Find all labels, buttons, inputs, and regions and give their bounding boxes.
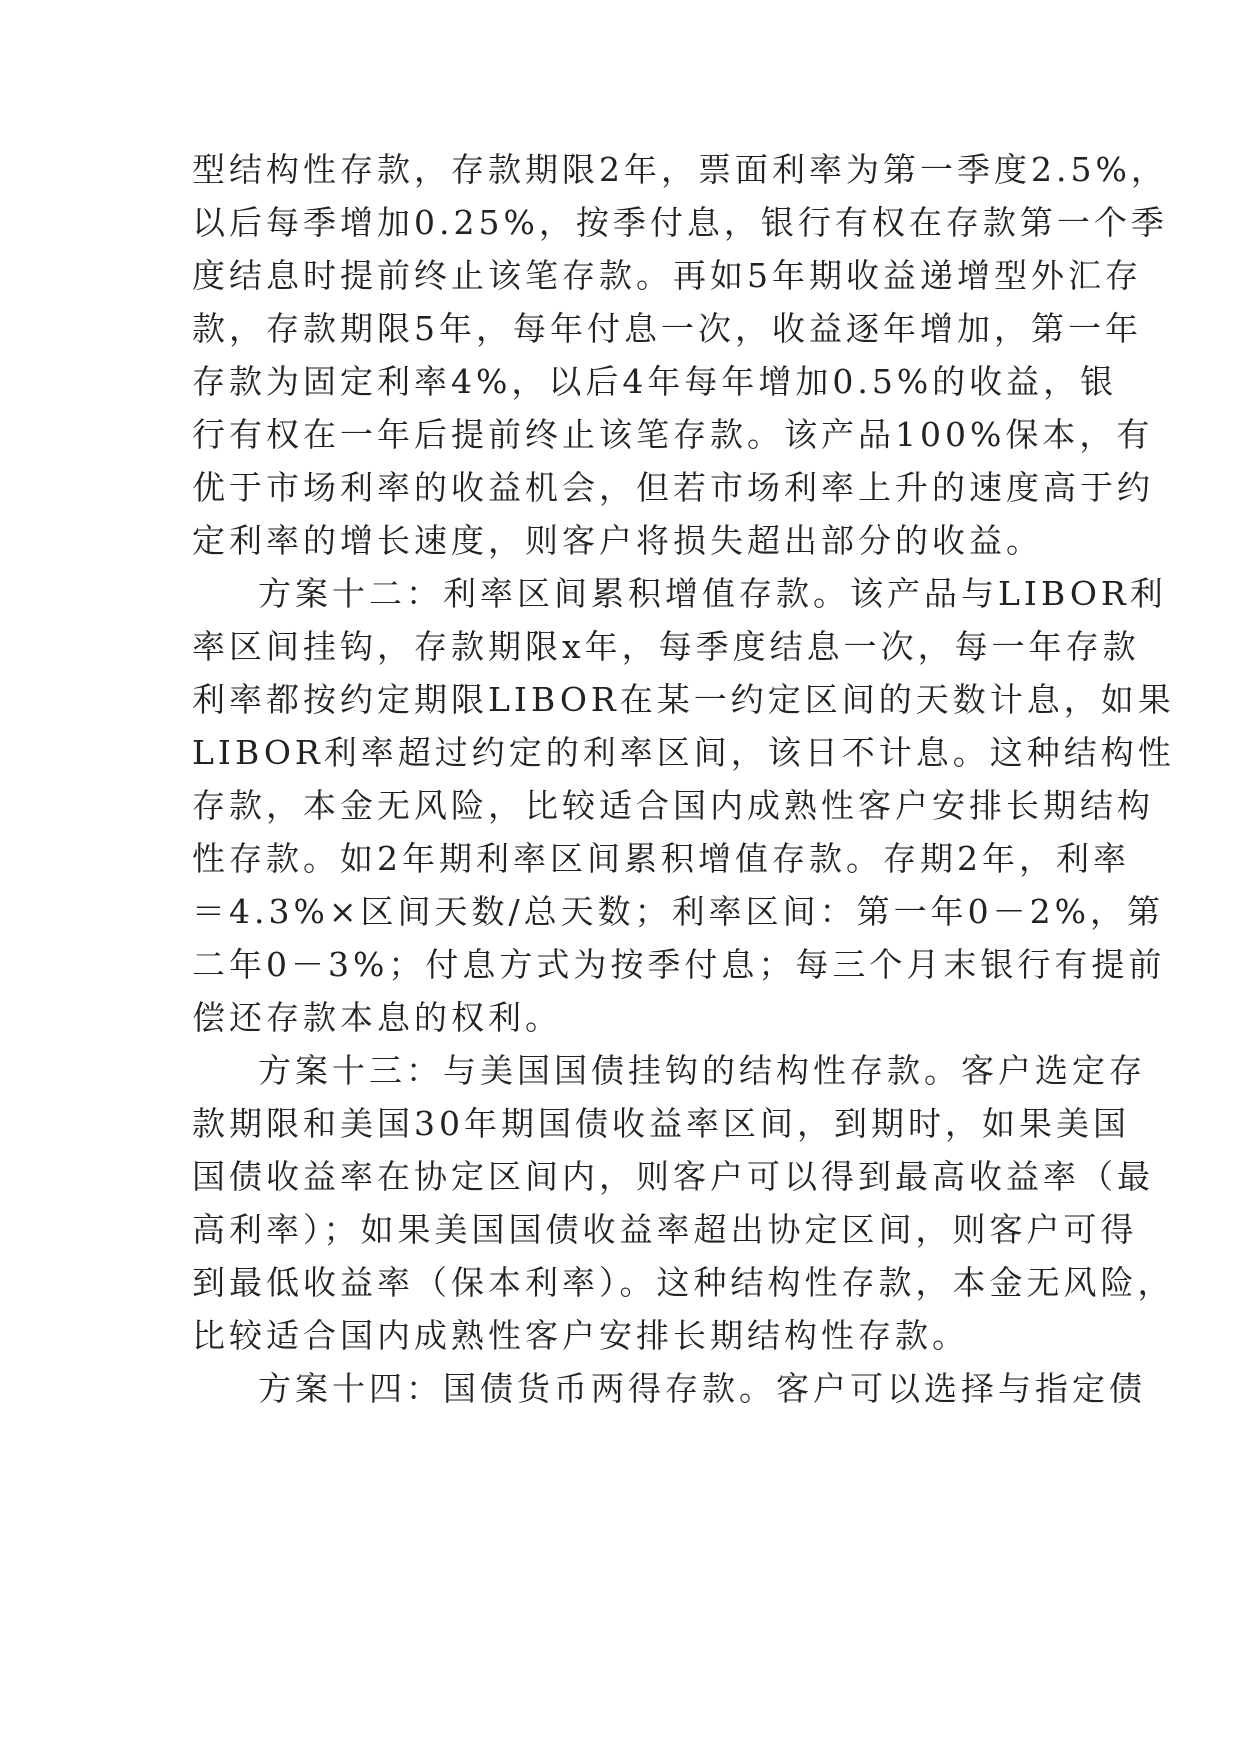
text-line: 存款为固定利率4%，以后4年每年增加0.5%的收益，银 xyxy=(192,362,1118,401)
paragraph-start-line: 方案十三：与美国国债挂钩的结构性存款。客户选定存 xyxy=(258,1051,1146,1090)
text-line: 款，存款期限5年，每年付息一次，收益逐年增加，第一年 xyxy=(192,309,1142,348)
text-line: 以后每季增加0.25%，按季付息，银行有权在存款第一个季 xyxy=(192,203,1168,242)
text-line: 利率都按约定期限LIBOR在某一约定区间的天数计息，如果 xyxy=(192,680,1175,719)
text-line: 度结息时提前终止该笔存款。再如5年期收益递增型外汇存 xyxy=(192,256,1142,295)
text-line: LIBOR利率超过约定的利率区间，该日不计息。这种结构性 xyxy=(192,733,1175,772)
text-line: 定利率的增长速度，则客户将损失超出部分的收益。 xyxy=(192,521,1043,560)
text-line: 型结构性存款，存款期限2年，票面利率为第一季度2.5%， xyxy=(192,150,1168,189)
text-line: 比较适合国内成熟性客户安排长期结构性存款。 xyxy=(192,1316,969,1355)
text-line: 存款，本金无风险，比较适合国内成熟性客户安排长期结构 xyxy=(192,786,1154,825)
text-line: 率区间挂钩，存款期限x年，每季度结息一次，每一年存款 xyxy=(192,627,1140,666)
paragraph-start-line: 方案十二：利率区间累积增值存款。该产品与LIBOR利 xyxy=(258,574,1167,613)
text-line: 性存款。如2年期利率区间累积增值存款。存期2年，利率 xyxy=(192,839,1130,878)
text-line: 款期限和美国30年期国债收益率区间，到期时，如果美国 xyxy=(192,1104,1130,1143)
text-line: 优于市场利率的收益机会，但若市场利率上升的速度高于约 xyxy=(192,468,1154,507)
text-line: ＝4.3%×区间天数/总天数；利率区间：第一年0－2%，第 xyxy=(192,892,1164,931)
text-line: 高利率）；如果美国国债收益率超出协定区间，则客户可得 xyxy=(192,1210,1138,1249)
text-line: 到最低收益率（保本利率）。这种结构性存款，本金无风险， xyxy=(192,1263,1175,1302)
paragraph-start-line: 方案十四：国债货币两得存款。客户可以选择与指定债 xyxy=(258,1369,1146,1408)
text-line: 二年0－3%；付息方式为按季付息；每三个月末银行有提前 xyxy=(192,945,1166,984)
text-line: 行有权在一年后提前终止该笔存款。该产品100%保本，有 xyxy=(192,415,1154,454)
text-line: 偿还存款本息的权利。 xyxy=(192,998,562,1037)
text-line: 国债收益率在协定区间内，则客户可以得到最高收益率（最 xyxy=(192,1157,1154,1196)
